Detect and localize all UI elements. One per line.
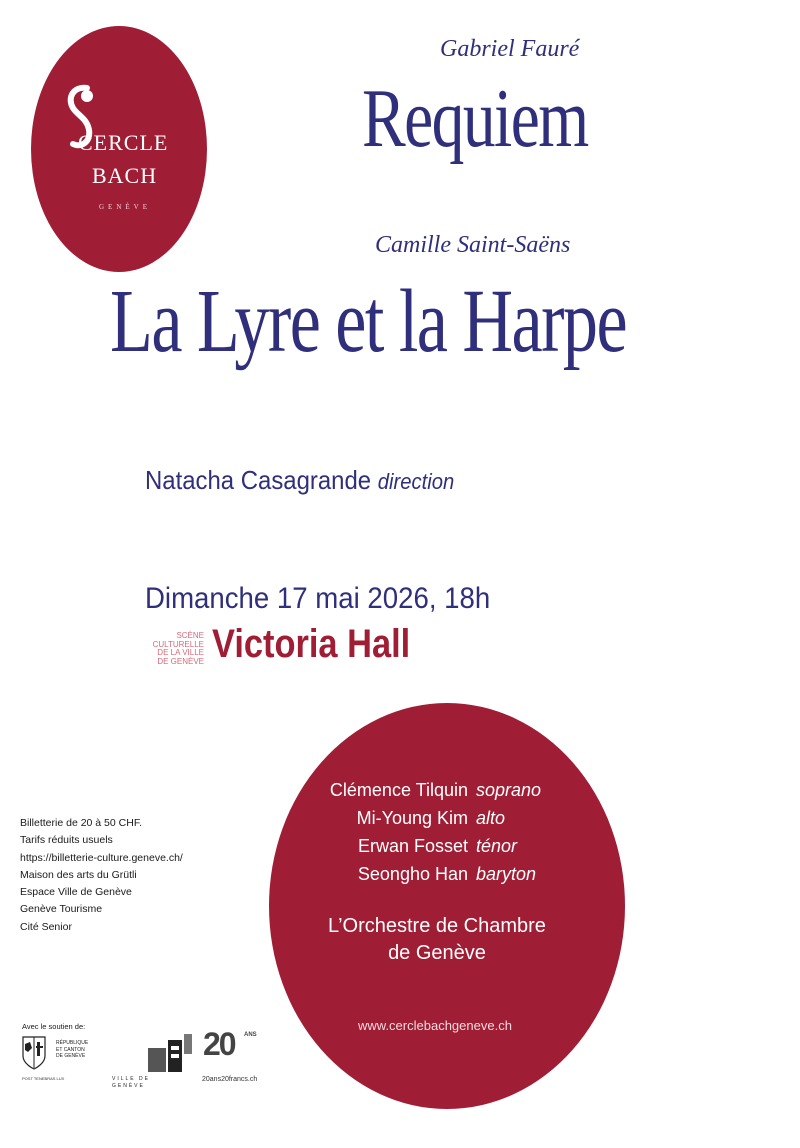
soloist-voice: alto <box>476 808 506 828</box>
ticket-info-line: Cité Senior <box>20 920 72 933</box>
website-link[interactable]: www.cerclebachgeneve.ch <box>358 1018 512 1033</box>
soloist-name: Mi-Young Kim <box>356 808 468 828</box>
support-label: Avec le soutien de: <box>22 1022 86 1031</box>
canton-text <box>56 1040 88 1060</box>
orchestra-line1: L’Orchestre de Chambre <box>328 915 546 937</box>
ticket-info-line: Maison des arts du Grütli <box>20 868 137 881</box>
soloist-voice: baryton <box>476 864 537 884</box>
canton-text-line: DE GENÈVE <box>56 1053 86 1059</box>
work-title-lyre-harpe: La Lyre et la Harpe <box>110 272 627 371</box>
ticket-info-line: Espace Ville de Genève <box>20 886 132 899</box>
twenty-ans-logo: 20 <box>203 1026 235 1062</box>
conductor-line <box>145 465 454 496</box>
venue-tag-line: CULTURELLE <box>152 639 204 649</box>
soloist-voice: ténor <box>476 836 518 856</box>
canton-text-line: ET CANTON <box>56 1046 85 1053</box>
venue-tag <box>146 632 204 666</box>
canton-text-line: RÉPUBLIQUE <box>56 1040 89 1046</box>
work-title-requiem: Requiem <box>362 72 588 165</box>
geneva-crest-icon <box>22 1036 46 1070</box>
ticket-info <box>20 815 183 936</box>
conductor-role: direction <box>377 469 455 494</box>
canton-motto: POST TENEBRAS LUX <box>22 1076 65 1081</box>
soloist-name: Erwan Fosset <box>357 836 468 856</box>
orchestra-line2: de Genève <box>388 942 486 964</box>
soloist-name: Clémence Tilquin <box>329 780 468 800</box>
logo-text-geneve: GENÈVE <box>99 203 151 211</box>
logo-text-cercle: CERCLE <box>78 130 169 155</box>
ticket-info-line: Billetterie de 20 à 50 CHF. <box>20 817 142 829</box>
cast-circle <box>269 703 625 1109</box>
soloist-name: Seongho Han <box>357 864 468 884</box>
venue-tag-line: DE LA VILLE <box>157 648 204 657</box>
twenty-ans-label: ANS <box>244 1032 257 1038</box>
ville-text-line: GENÈVE <box>112 1082 145 1089</box>
ville-text <box>112 1076 150 1089</box>
conductor-name: Natacha Casagrande <box>145 465 372 495</box>
concert-date: Dimanche 17 mai 2026, 18h <box>145 582 491 615</box>
ville-text-line: VILLE DE <box>112 1076 150 1082</box>
ticket-info-line: Genève Tourisme <box>20 903 103 916</box>
logo-text-bach: BACH <box>92 163 158 188</box>
twenty-ans-url[interactable]: 20ans20francs.ch <box>202 1076 258 1083</box>
ticket-info-line: Tarifs réduits usuels <box>20 834 113 847</box>
composer-saint-saens: Camille Saint-Saëns <box>375 232 571 258</box>
venue-name: Victoria Hall <box>212 622 411 666</box>
ville-de-geneve-logo-icon <box>148 1034 192 1074</box>
ticket-url[interactable]: https://billetterie-culture.geneve.ch/ <box>20 851 183 864</box>
composer-faure: Gabriel Fauré <box>440 36 580 62</box>
venue-tag-line: DE GENÈVE <box>157 656 204 666</box>
soloist-voice: soprano <box>476 780 542 800</box>
venue-tag-line: SCÈNE <box>176 631 204 640</box>
